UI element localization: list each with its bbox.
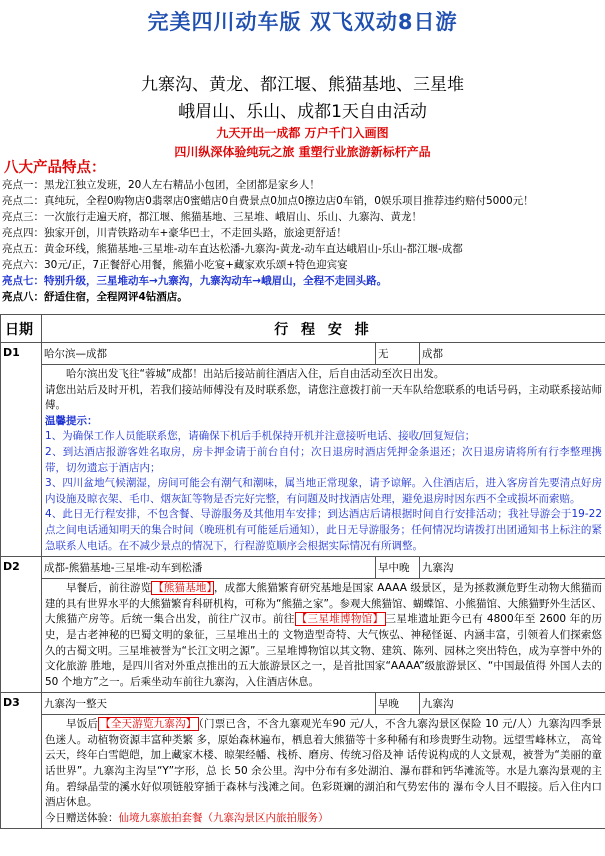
day-contact-note: 请您出站后及时开机，若我们接站师傅没有及时联系您，请您注意拨打前一天车队给您联系的电话号码，主动联系接站师傅。 <box>45 383 603 412</box>
features-heading: 八大产品特点： <box>4 160 106 176</box>
col-schedule-header: 行 程 安 排 <box>42 315 605 343</box>
day-row <box>1 557 605 579</box>
route-line-1: 九寨沟、黄龙、都江堰、熊猫基地、三星堆 <box>141 75 464 95</box>
text-segment: 早餐后，前往游览 <box>66 582 152 595</box>
day-label: D3 <box>1 693 42 829</box>
page-title: 完美四川动车版 双飞双动8日游 <box>147 10 458 34</box>
day-route: 哈尔滨—成都 <box>42 343 376 365</box>
itinerary-table <box>0 314 605 829</box>
tip-item: 2、到达酒店报游客姓名取房，房卡押金请于前台自付；次日退房时酒店凭押金条退还；次日退房请将所有行李整理携带，切勿遗忘于酒店内； <box>45 445 603 474</box>
day-row <box>1 343 605 365</box>
day-paragraph <box>45 717 602 811</box>
route-line-2: 峨眉山、乐山、成都1天自由活动 <box>178 102 427 122</box>
tagline-1: 九天开出一成都 万户千门入画图 <box>216 126 389 140</box>
feature-item: 亮点六：30元/正，7正餐舒心用餐，熊猫小吃宴+藏家欢乐颂+特色迎宾宴 <box>2 259 348 271</box>
day-paragraph <box>45 581 602 690</box>
day-stay: 九寨沟 <box>420 557 605 579</box>
day-label: D2 <box>1 557 42 693</box>
highlight-panda-base: 【熊猫基地】 <box>153 582 212 595</box>
feature-item: 亮点二：真纯玩，全程0购物店0翡翠店0蜜蜡店0自费景点0加点0擦边店0车销，0娱乐项目推荐违约赔付5000元！ <box>2 195 534 207</box>
day-detail-row <box>1 579 605 693</box>
day-description <box>42 715 605 829</box>
day-intro: 哈尔滨出发飞往“蓉城”成都！出站后接站前往酒店入住，后自由活动至次日出发。 <box>66 368 445 380</box>
text-segment: （门票已含，不含九寨观光车90 元/人，不含九寨沟景区保险 10 元/人）九寨沟四季景色迷人。动植物资源丰富种类繁 多，原始森林遍布，栖息着大熊猫等十多种稀有和珍贵野生动物。远望雪峰林立， 高耸云天，终年白雪皑皑，加上藏家木楼、晾架经幡、栈桥、磨房、传统习俗及神 话传说构成的人文景观，被誉为“美丽的童话世界”。九寨沟主沟呈“Y”字形，总 长 50 余公里。沟中分布有多处湖泊、瀑布群和钙华滩流等。水是九寨沟景观的主角。碧绿晶莹的溪水好似项链般穿插于森林与浅滩之间。色彩斑斓的湖泊和气势宏伟的 瀑布令人目不暇接。后入住内口酒店休息。 <box>45 718 603 809</box>
day-description <box>42 365 605 557</box>
highlight-jiuzhaigou: 【全天游览九寨沟】 <box>100 718 197 731</box>
text-segment: ，成都大熊猫繁育研究基地是国家 AAAA 级景区，是为拯救濒危野生动物大熊猫而建的具有世界水平的大熊猫繁育科研机构，可称为“熊猫之家”。参观大熊猫馆、蝴蝶馆、小熊猫馆、大熊猫野外生活区、大熊猫产房等。后统一集合出发，前往广汉市。前往 <box>45 582 603 626</box>
day-stay: 成都 <box>420 343 605 365</box>
day-row <box>1 693 605 715</box>
feature-item: 亮点四：独家开创，川青铁路动车+豪华巴士，不走回头路，旅途更舒适！ <box>2 227 347 239</box>
gift-line <box>45 811 602 827</box>
day-stay: 九寨沟 <box>420 693 605 715</box>
day-meal: 早晚 <box>376 693 420 715</box>
day-label: D1 <box>1 343 42 557</box>
day-detail-row <box>1 715 605 829</box>
feature-item: 亮点一：黑龙江独立发班，20人左右精品小包团，全团都是家乡人！ <box>2 179 320 191</box>
text-segment: 三星堆遗址距今已有 4800年至 2600 年的历史，是古老神秘的巴蜀文明的象征，三星堆出土的 文物造型奇特、大气恢弘、神秘怪诞、内涵丰富，引领着人们探索悠久的古蜀文明。三星堆被誉为“长江文明之源”。三星堆博物馆以其文物、建筑、陈列、园林之突出特色，成为享誉中外的文化旅游 胜地，是四川省对外重点推出的五大旅游景区之一，是首批国家“AAAA”级旅游景区、“中国最值得 外国人去的 50 个地方”之一。后乘坐动车前往九寨沟，入住酒店休息。 <box>45 613 603 688</box>
day-route: 九寨沟一整天 <box>42 693 376 715</box>
day-description <box>42 579 605 693</box>
tip-item: 1、为确保工作人员能联系您，请确保下机后手机保持开机并注意接听电话、接收/回复短信； <box>45 430 476 443</box>
features-list <box>2 177 602 305</box>
day-meal: 无 <box>376 343 420 365</box>
text-segment: 早饭后 <box>66 718 99 731</box>
tips-heading: 温馨提示： <box>45 414 98 427</box>
feature-item: 亮点七：特别升级，三星堆动车→九寨沟，九寨沟动车→峨眉山，全程不走回头路。 <box>2 275 388 287</box>
col-day-header: 日期 <box>1 315 42 343</box>
table-header <box>1 315 605 343</box>
feature-item: 亮点五：黄金环线，熊猫基地-三星堆-动车直达松潘-九寨沟-黄龙-动车直达峨眉山-乐山-都江堰-成都 <box>2 243 463 255</box>
tip-item: 4、此日无行程安排，不包含餐、导游服务及其他用车安排；到达酒店后请根据时间自行安排活动；我社导游会于19-22点之间电话通知明天的集合时间（晚班机有可能延后通知），此日无导游服务；任何情况均请拨打出团通知书上标注的紧急联系人电话。在不减少景点的情况下，行程游览顺序会根据实际情况有所调整。 <box>45 508 603 552</box>
tip-item: 3、四川盆地气候潮湿，房间可能会有潮气和潮味，属当地正常现象，请予谅解。入住酒店后，进入客房首先要清点好房内设施及晾衣架、毛巾、烟灰缸等物是否完好完整，有问题及时找酒店处理，避免退房时因东西不全或损坏而索赔。 <box>45 477 603 505</box>
highlight-sanxingdui: 【三星堆博物馆】 <box>296 613 384 626</box>
day-meal: 早中晚 <box>376 557 420 579</box>
feature-item: 亮点八：舒适住宿，全程网评4钻酒店。 <box>2 291 188 303</box>
tagline-2: 四川纵深体验纯玩之旅 重塑行业旅游新标杆产品 <box>174 145 431 159</box>
day-detail-row <box>1 365 605 557</box>
gift-label: 今日赠送体验： <box>45 811 119 824</box>
day-route: 成都-熊猫基地-三星堆-动车到松潘 <box>42 557 376 579</box>
feature-item: 亮点三：一次旅行走遍天府，都江堰、熊猫基地、三星堆、峨眉山、乐山、九寨沟、黄龙！ <box>2 211 422 223</box>
gift-text: 仙境九寨旅拍套餐（九寨沟景区内旅拍服务） <box>118 811 329 824</box>
